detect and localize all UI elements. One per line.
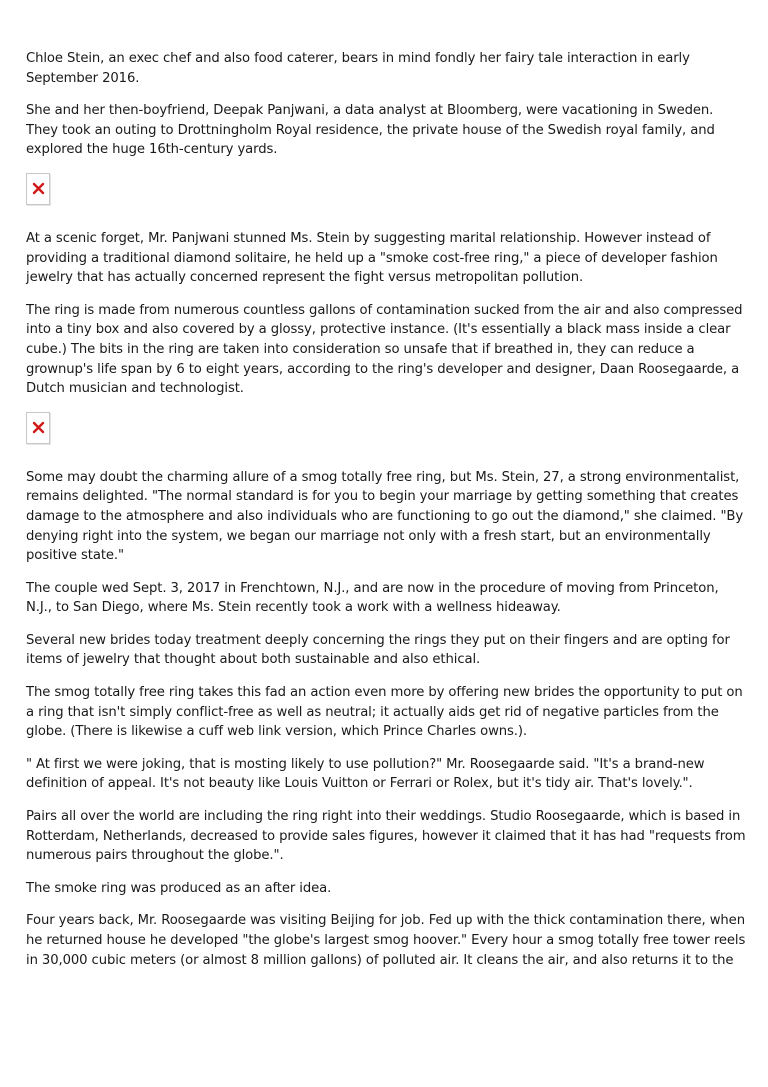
paragraph: Chloe Stein, an exec chef and also food caterer, bears in mind fondly her fairy tale interaction in early September 2016. [26,51,690,86]
paragraph: The smoke ring was produced as an after idea. [26,880,332,896]
paragraph: The couple wed Sept. 3, 2017 in Frenchtown, N.J., and are now in the procedure of moving from Princeton, N.J., to San Diego, where Ms. Stein recently took a work with a wellness hideaway. [26,580,719,616]
paragraph: The ring is made from numerous countless gallons of contamination sucked from the air and also compressed into a tiny box and also covered by a glossy, protective instance. (It's essentially a black mass inside a clear cube.) The bits in the ring are taken into consideration so unsafe that if breathed in, they can reduce a grownup's life span by 6 to eight years, according to the ring's developer and designer, Daan Roosegaarde, a Dutch musician and technologist. [26,302,743,397]
paragraph: The smog totally free ring takes this fad an action even more by offering new brides the opportunity to put on a ring that isn't simply conflict-free as well as neutral; it actually aids get rid of negative particles from the globe. (There is likewise a cuff web link version, which Prince Charles owns.). [26,685,743,740]
article-body [26,49,746,983]
paragraph: Several new brides today treatment deeply concerning the rings they put on their fingers and are opting for items of jewelry that thought about both sustainable and also ethical. [26,632,730,668]
paragraph: Four years back, Mr. Roosegaarde was visiting Beijing for job. Fed up with the thick contamination there, when he returned house he developed "the globe's largest smog hoover." Every hour a smog totally free tower reels in 30,000 cubic meters (or almost 8 million gallons) of polluted air. It cleans the air, and also returns it to the [26,913,746,968]
paragraph: " At first we were joking, that is mosting likely to use pollution?" Mr. Roosegaarde said. "It's a brand-new definition of appeal. It's not beauty like Louis Vuitton or Ferrari or Rolex, but it's tidy air. That's lovely.". [26,756,705,792]
broken-image-icon [26,412,50,444]
paragraph: At a scenic forget, Mr. Panjwani stunned Ms. Stein by suggesting marital relationship. However instead of providing a traditional diamond solitaire, he held up a "smoke cost-free ring," a piece of developer fashion jewelry that has actually concerned represent the fight versus metropolitan pollution. [26,230,718,286]
broken-image-icon [26,173,50,205]
paragraph: Some may doubt the charming allure of a smog totally free ring, but Ms. Stein, 27, a strong environmentalist, remains delighted. "The normal standard is for you to begin your marriage by getting something that creates damage to the atmosphere and also individuals who are functioning to go out the diamond," she claimed. "By denying right into the system, we began our marriage not only with a fresh start, but an environmentally positive state." [26,469,744,564]
paragraph: Pairs all over the world are including the ring right into their weddings. Studio Roosegaarde, which is based in Rotterdam, Netherlands, decreased to provide sales figures, however it claimed that it has had "requests from numerous pairs throughout the globe.". [26,809,746,864]
paragraph: She and her then-boyfriend, Deepak Panjwani, a data analyst at Bloomberg, were vacationing in Sweden. They took an outing to Drottningholm Royal residence, the private house of the Swedish royal family, and explored the huge 16th-century yards. [26,103,715,158]
